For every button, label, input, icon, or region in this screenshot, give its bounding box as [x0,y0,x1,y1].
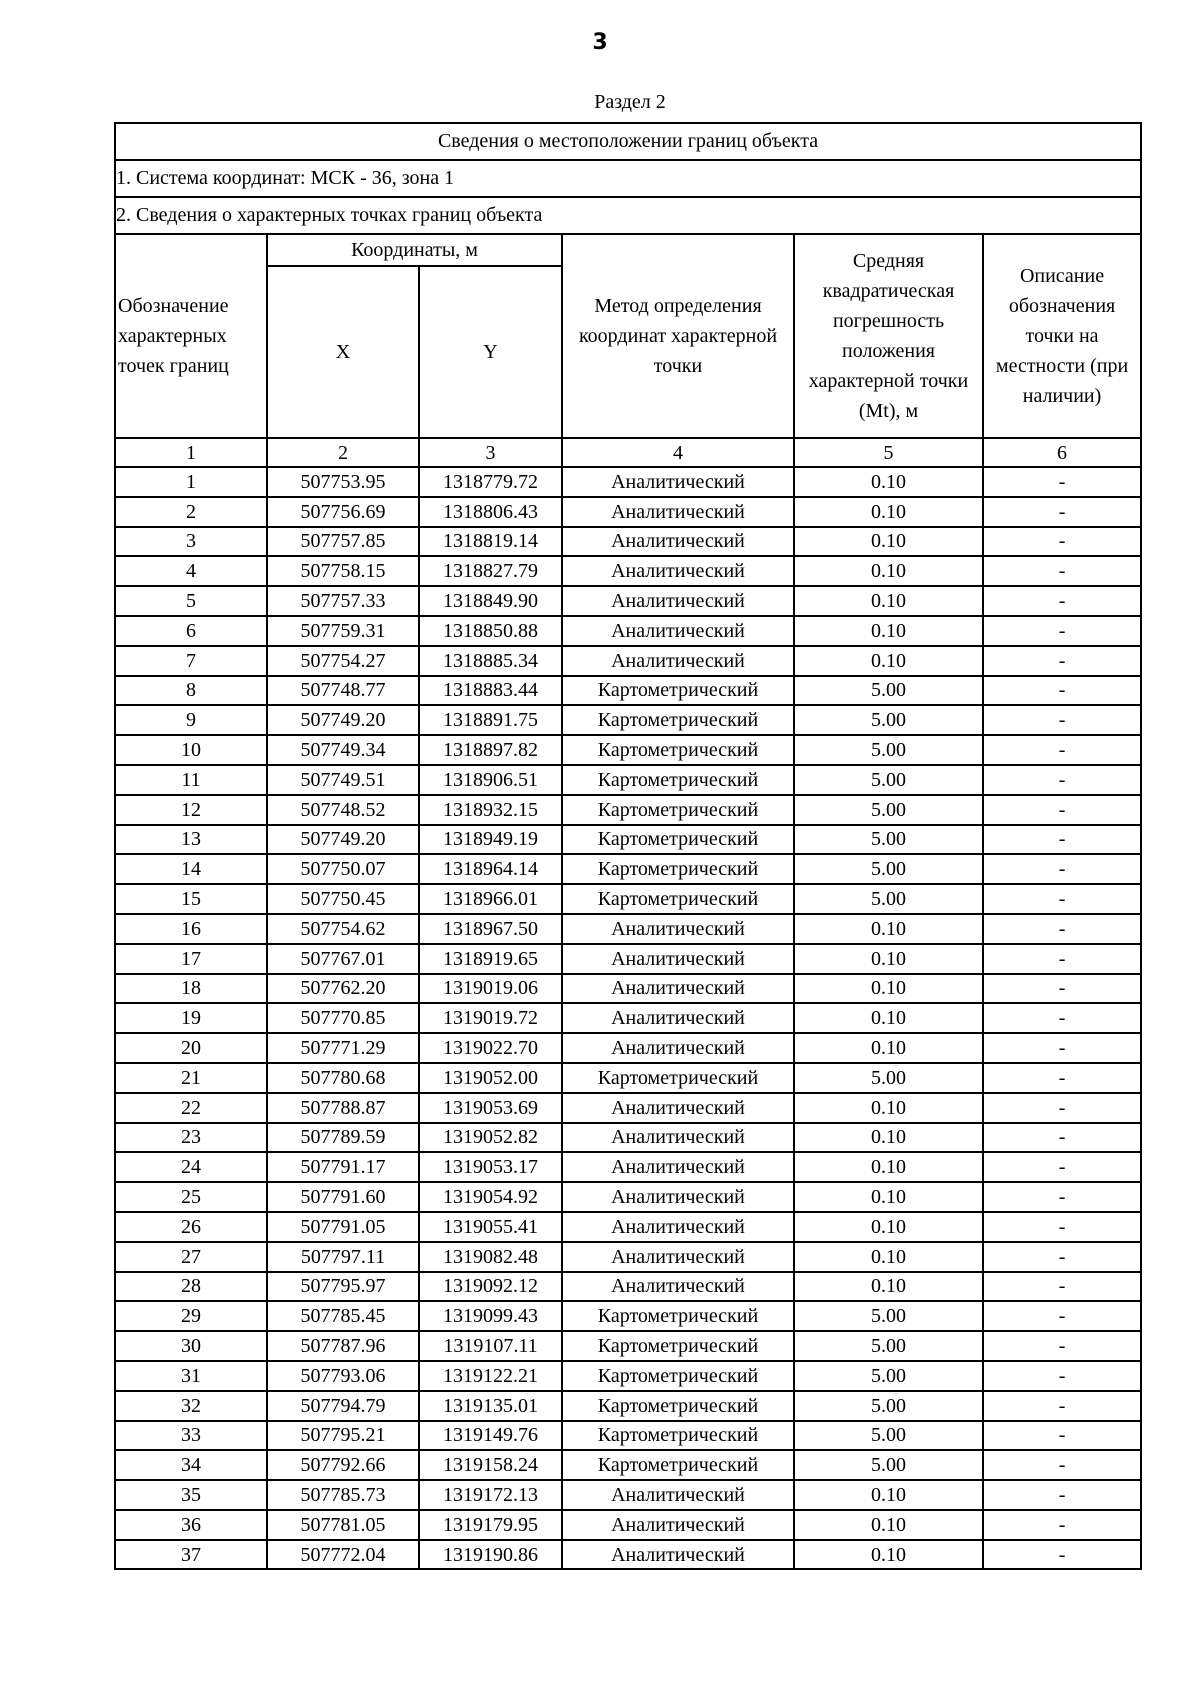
column-numbers-row [115,438,1141,467]
error-mt: 5.00 [794,676,983,706]
header-x: X [267,266,419,438]
description: - [983,676,1141,706]
coord-y: 1318819.14 [419,527,562,557]
coord-x: 507754.62 [267,914,419,944]
coord-x: 507754.27 [267,646,419,676]
method: Аналитический [562,556,794,586]
method: Аналитический [562,616,794,646]
coord-x: 507785.73 [267,1480,419,1510]
coord-y: 1318850.88 [419,616,562,646]
error-mt: 0.10 [794,974,983,1004]
description: - [983,1182,1141,1212]
point-number: 15 [115,884,267,914]
coord-x: 507753.95 [267,467,419,497]
error-mt: 5.00 [794,705,983,735]
coord-x: 507756.69 [267,497,419,527]
description: - [983,914,1141,944]
description: - [983,1450,1141,1480]
description: - [983,1510,1141,1540]
method: Аналитический [562,1212,794,1242]
coord-x: 507795.97 [267,1272,419,1302]
coord-x: 507749.34 [267,735,419,765]
method: Картометрический [562,735,794,765]
table-row [115,527,1141,557]
table-row [115,1510,1141,1540]
point-number: 34 [115,1450,267,1480]
description: - [983,1480,1141,1510]
coord-y: 1318849.90 [419,586,562,616]
table-row [115,1242,1141,1272]
table-title: Сведения о местоположении границ объекта [115,123,1141,160]
method: Картометрический [562,765,794,795]
header-description: Описание обозначения точки на местности (при наличии) [983,234,1141,438]
coord-y: 1318964.14 [419,854,562,884]
coord-y: 1319158.24 [419,1450,562,1480]
description: - [983,854,1141,884]
point-number: 22 [115,1093,267,1123]
description: - [983,1272,1141,1302]
coord-y: 1318919.65 [419,944,562,974]
description: - [983,467,1141,497]
coord-x: 507771.29 [267,1033,419,1063]
error-mt: 5.00 [794,884,983,914]
coord-y: 1319022.70 [419,1033,562,1063]
coord-x: 507762.20 [267,974,419,1004]
error-mt: 0.10 [794,1510,983,1540]
coord-x: 507757.33 [267,586,419,616]
method: Аналитический [562,1093,794,1123]
table-row [115,1540,1141,1570]
header-point: Обозначение характерных точек границ [115,234,267,438]
description: - [983,1003,1141,1033]
point-number: 16 [115,914,267,944]
coord-x: 507759.31 [267,616,419,646]
table-row [115,914,1141,944]
description: - [983,586,1141,616]
method: Картометрический [562,676,794,706]
coord-y: 1319122.21 [419,1361,562,1391]
point-number: 30 [115,1331,267,1361]
table-row [115,1063,1141,1093]
table-row [115,1272,1141,1302]
coord-y: 1319054.92 [419,1182,562,1212]
method: Аналитический [562,1540,794,1570]
method: Картометрический [562,1301,794,1331]
point-number: 24 [115,1152,267,1182]
table-row [115,1391,1141,1421]
point-number: 20 [115,1033,267,1063]
coord-y: 1318897.82 [419,735,562,765]
description: - [983,556,1141,586]
error-mt: 0.10 [794,914,983,944]
method: Картометрический [562,1063,794,1093]
method: Аналитический [562,1182,794,1212]
coord-x: 507793.06 [267,1361,419,1391]
description: - [983,705,1141,735]
error-mt: 0.10 [794,944,983,974]
table-row [115,854,1141,884]
coord-x: 507780.68 [267,1063,419,1093]
coord-x: 507757.85 [267,527,419,557]
description: - [983,1540,1141,1570]
description: - [983,1242,1141,1272]
error-mt: 5.00 [794,765,983,795]
point-number: 11 [115,765,267,795]
description: - [983,825,1141,855]
error-mt: 0.10 [794,586,983,616]
description: - [983,944,1141,974]
description: - [983,1152,1141,1182]
coord-y: 1319019.06 [419,974,562,1004]
method: Аналитический [562,1272,794,1302]
description: - [983,616,1141,646]
description: - [983,1033,1141,1063]
method: Аналитический [562,586,794,616]
table-row [115,1450,1141,1480]
method: Аналитический [562,467,794,497]
table-row [115,944,1141,974]
description: - [983,735,1141,765]
point-number: 8 [115,676,267,706]
coord-y: 1318827.79 [419,556,562,586]
coord-y: 1319107.11 [419,1331,562,1361]
table-row [115,705,1141,735]
description: - [983,1361,1141,1391]
coord-x: 507787.96 [267,1331,419,1361]
table-row [115,1301,1141,1331]
error-mt: 5.00 [794,825,983,855]
error-mt: 0.10 [794,1003,983,1033]
method: Аналитический [562,497,794,527]
table-row [115,1123,1141,1153]
coord-x: 507791.05 [267,1212,419,1242]
coord-x: 507750.07 [267,854,419,884]
point-number: 36 [115,1510,267,1540]
point-number: 2 [115,497,267,527]
coord-y: 1319053.17 [419,1152,562,1182]
coord-y: 1318949.19 [419,825,562,855]
point-number: 4 [115,556,267,586]
table-row [115,497,1141,527]
column-number: 4 [562,438,794,467]
point-number: 37 [115,1540,267,1570]
method: Картометрический [562,884,794,914]
method: Аналитический [562,974,794,1004]
point-number: 1 [115,467,267,497]
coord-x: 507785.45 [267,1301,419,1331]
table-row [115,646,1141,676]
method: Аналитический [562,944,794,974]
coord-x: 507791.17 [267,1152,419,1182]
boundary-table [114,122,1142,1570]
error-mt: 0.10 [794,527,983,557]
method: Аналитический [562,1033,794,1063]
method: Аналитический [562,1152,794,1182]
error-mt: 5.00 [794,1063,983,1093]
table-row [115,974,1141,1004]
coord-y: 1319082.48 [419,1242,562,1272]
point-number: 19 [115,1003,267,1033]
coord-x: 507748.77 [267,676,419,706]
column-number: 3 [419,438,562,467]
coord-x: 507749.20 [267,825,419,855]
coord-y: 1318967.50 [419,914,562,944]
coord-x: 507749.20 [267,705,419,735]
header-error: Средняя квадратическая погрешность положения характерной точки (Mt), м [794,234,983,438]
coord-x: 507795.21 [267,1421,419,1451]
method: Аналитический [562,914,794,944]
description: - [983,646,1141,676]
coord-y: 1318779.72 [419,467,562,497]
coord-y: 1319190.86 [419,1540,562,1570]
point-number: 33 [115,1421,267,1451]
point-number: 17 [115,944,267,974]
coord-y: 1319172.13 [419,1480,562,1510]
coord-x: 507788.87 [267,1093,419,1123]
table-row [115,1361,1141,1391]
error-mt: 0.10 [794,1540,983,1570]
description: - [983,1212,1141,1242]
coord-y: 1319052.00 [419,1063,562,1093]
coord-x: 507770.85 [267,1003,419,1033]
point-number: 6 [115,616,267,646]
point-number: 5 [115,586,267,616]
method: Аналитический [562,527,794,557]
description: - [983,527,1141,557]
method: Аналитический [562,1480,794,1510]
coord-x: 507792.66 [267,1450,419,1480]
coord-y: 1319135.01 [419,1391,562,1421]
method: Аналитический [562,1003,794,1033]
point-number: 12 [115,795,267,825]
description: - [983,1063,1141,1093]
error-mt: 0.10 [794,1272,983,1302]
error-mt: 0.10 [794,646,983,676]
error-mt: 0.10 [794,1182,983,1212]
error-mt: 0.10 [794,1093,983,1123]
table-row [115,1152,1141,1182]
coord-x: 507749.51 [267,765,419,795]
description: - [983,765,1141,795]
table-row [115,825,1141,855]
error-mt: 5.00 [794,1361,983,1391]
coord-y: 1319149.76 [419,1421,562,1451]
table-row [115,1212,1141,1242]
coord-x: 507797.11 [267,1242,419,1272]
error-mt: 0.10 [794,1123,983,1153]
point-number: 18 [115,974,267,1004]
error-mt: 0.10 [794,616,983,646]
method: Картометрический [562,1331,794,1361]
header-method: Метод определения координат характерной точки [562,234,794,438]
method: Аналитический [562,1123,794,1153]
coord-x: 507758.15 [267,556,419,586]
error-mt: 5.00 [794,1391,983,1421]
error-mt: 5.00 [794,854,983,884]
point-number: 23 [115,1123,267,1153]
coord-y: 1318906.51 [419,765,562,795]
coord-x: 507748.52 [267,795,419,825]
point-number: 9 [115,705,267,735]
coord-x: 507750.45 [267,884,419,914]
column-number: 6 [983,438,1141,467]
method: Аналитический [562,1242,794,1272]
coord-y: 1319019.72 [419,1003,562,1033]
description: - [983,497,1141,527]
description: - [983,884,1141,914]
table-row [115,1421,1141,1451]
coord-y: 1318891.75 [419,705,562,735]
method: Картометрический [562,825,794,855]
table-row [115,765,1141,795]
description: - [983,1421,1141,1451]
method: Картометрический [562,1450,794,1480]
error-mt: 5.00 [794,1421,983,1451]
error-mt: 5.00 [794,1331,983,1361]
error-mt: 0.10 [794,1242,983,1272]
coord-x: 507767.01 [267,944,419,974]
coord-x: 507794.79 [267,1391,419,1421]
table-row [115,884,1141,914]
table-row [115,1003,1141,1033]
coord-y: 1319099.43 [419,1301,562,1331]
coord-y: 1318932.15 [419,795,562,825]
coord-y: 1319179.95 [419,1510,562,1540]
coord-x: 507781.05 [267,1510,419,1540]
point-number: 3 [115,527,267,557]
error-mt: 0.10 [794,1480,983,1510]
page-number: 3 [592,30,608,55]
point-number: 28 [115,1272,267,1302]
point-number: 25 [115,1182,267,1212]
point-number: 7 [115,646,267,676]
section-title: Раздел 2 [594,91,666,113]
table-row [115,467,1141,497]
header-coordinates: Координаты, м [267,234,562,266]
point-number: 14 [115,854,267,884]
table-row [115,586,1141,616]
description: - [983,1391,1141,1421]
method: Аналитический [562,646,794,676]
error-mt: 0.10 [794,556,983,586]
coord-y: 1319053.69 [419,1093,562,1123]
coord-x: 507772.04 [267,1540,419,1570]
error-mt: 5.00 [794,735,983,765]
description: - [983,1301,1141,1331]
error-mt: 5.00 [794,1450,983,1480]
description: - [983,974,1141,1004]
table-row [115,616,1141,646]
coord-y: 1319092.12 [419,1272,562,1302]
points-heading: 2. Сведения о характерных точках границ объекта [115,197,1141,234]
table-row [115,676,1141,706]
method: Аналитический [562,1510,794,1540]
point-number: 27 [115,1242,267,1272]
coord-y: 1318966.01 [419,884,562,914]
column-number: 2 [267,438,419,467]
table-row [115,735,1141,765]
table-row [115,1093,1141,1123]
description: - [983,795,1141,825]
point-number: 31 [115,1361,267,1391]
method: Картометрический [562,1391,794,1421]
column-number: 1 [115,438,267,467]
method: Картометрический [562,705,794,735]
description: - [983,1123,1141,1153]
column-number: 5 [794,438,983,467]
error-mt: 0.10 [794,1152,983,1182]
description: - [983,1331,1141,1361]
table-row [115,556,1141,586]
method: Картометрический [562,1361,794,1391]
error-mt: 0.10 [794,1033,983,1063]
description: - [983,1093,1141,1123]
error-mt: 5.00 [794,1301,983,1331]
table-row [115,1033,1141,1063]
coord-y: 1319052.82 [419,1123,562,1153]
point-number: 26 [115,1212,267,1242]
method: Картометрический [562,795,794,825]
point-number: 10 [115,735,267,765]
coord-y: 1318883.44 [419,676,562,706]
table-row [115,1331,1141,1361]
header-y: Y [419,266,562,438]
point-number: 21 [115,1063,267,1093]
coord-x: 507789.59 [267,1123,419,1153]
point-number: 35 [115,1480,267,1510]
point-number: 32 [115,1391,267,1421]
table-row [115,1182,1141,1212]
point-number: 13 [115,825,267,855]
table-row [115,1480,1141,1510]
coord-y: 1319055.41 [419,1212,562,1242]
error-mt: 5.00 [794,795,983,825]
error-mt: 0.10 [794,1212,983,1242]
method: Картометрический [562,1421,794,1451]
point-number: 29 [115,1301,267,1331]
coord-x: 507791.60 [267,1182,419,1212]
table-row [115,795,1141,825]
error-mt: 0.10 [794,467,983,497]
method: Картометрический [562,854,794,884]
coordinate-system: 1. Система координат: МСК - 36, зона 1 [115,160,1141,197]
error-mt: 0.10 [794,497,983,527]
coord-y: 1318806.43 [419,497,562,527]
coord-y: 1318885.34 [419,646,562,676]
